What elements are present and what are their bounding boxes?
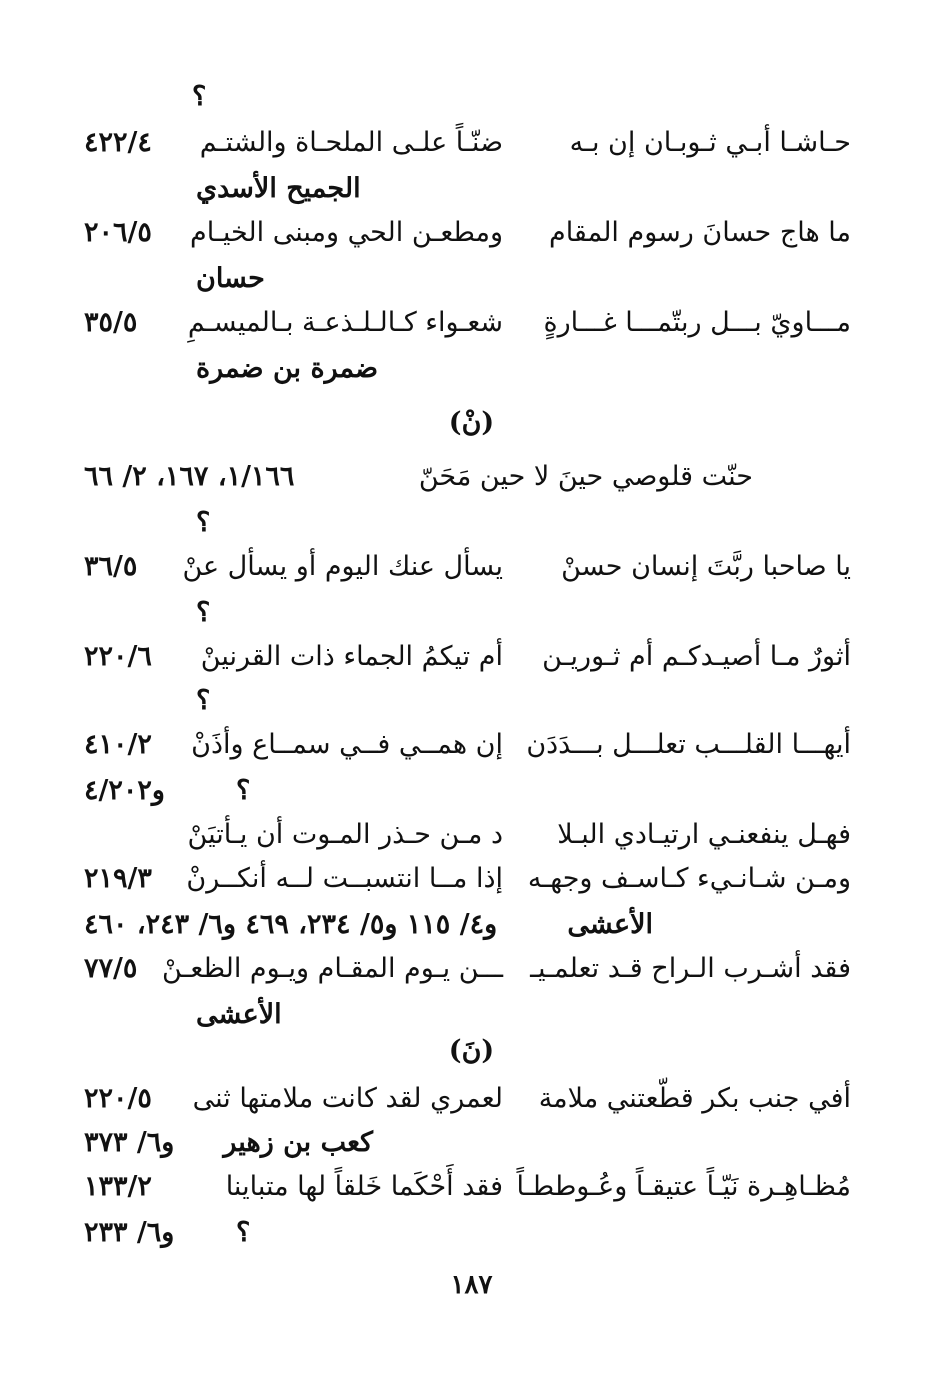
verse-hemistich-second: أم تيكمُ الجماء ذات القرنينْ [200,641,503,672]
verse-hemistich-second: ضنّـاً علـى الملحـاة والشتـم [199,127,503,158]
verse-hemistich-first: أثورٌ مـا أصيـدكـم أم ثـوريـن [542,641,851,672]
verse-reference-extra: و٦/ ٢٣٣ [84,1217,175,1248]
verse-hemistich-first: فهـل ينفعنـي ارتيـادي البـلا [557,819,851,850]
poet-attribution: ؟ [196,597,211,628]
verse-hemistich-second: ومطعـن الحي ومبنى الخيـام [189,217,503,248]
verse-hemistich-first: حـاشـا أبـي ثـوبـان إن بـه [569,127,851,158]
poet-name: الجميح الأسدي [196,173,361,204]
verse-reference: ٢٢٠/٥ [84,1083,152,1114]
verse-reference-extra: و٦/ ٣٧٣ [84,1127,175,1158]
verse-reference: ٧٧/٥ [84,953,138,984]
verse-hemistich-second: ـــن يـوم المقـام ويـوم الظعـنْ [161,953,503,984]
section-heading: (نَ) [448,1035,495,1066]
verse-hemistich-first: فقد أشـرب الـراح قـد تعلمـيـ [530,953,851,984]
verse-reference: ٢١٩/٣ [84,863,152,894]
poet-name: الأعشى [567,909,653,940]
verse-reference: ٤٢٢/٤ [84,127,152,158]
verse-hemistich-second: إذا مــا انتسبــت لــه أنكــرنْ [186,863,503,894]
poet-attribution: ؟ [236,775,251,806]
verse-hemistich-first: أفي جنب بكر قطّعتني ملامة [538,1083,851,1114]
verse-hemistich-first: يا صاحبا ربَّتَ إنسان حسنْ [561,551,851,582]
verse-hemistich-second: شعـواء كـالـلـذعـة بـالميسـمِ [187,307,503,338]
verse-reference: ٣٥/٥ [84,307,138,338]
verse-reference: ١/١٦٦، ١٦٧، ٢/ ٦٦ [84,461,295,492]
verse-reference-extra: و٤/٢٠٢ [84,775,165,806]
verse-line: حنّت قلوصي حينَ لا حين مَحَنّ [418,461,753,492]
verse-hemistich-second: فقد أَحْكَما خَلقاً لها متباينا [225,1171,503,1202]
verse-hemistich-second: د مـن حـذر المـوت أن يـأتيَنْ [187,819,503,850]
poet-attribution: ؟ [192,81,207,112]
verse-hemistich-second: يسأل عنك اليوم أو يسأل عنْ [182,551,503,582]
poet-name: ضمرة بن ضمرة [196,353,379,384]
verse-hemistich-first: ومـن شـانـيء كـاسـف وجهـه [527,863,851,894]
verse-reference: ١٣٣/٢ [84,1171,152,1202]
verse-reference: ٤١٠/٢ [84,729,152,760]
verse-hemistich-first: أيهـــا القلـــب تعلـــل بـــدَدَن [526,729,851,760]
verse-hemistich-second: لعمري لقد كانت ملامتها ثنى [192,1083,503,1114]
section-heading: (نْ) [448,407,495,438]
verse-reference: ٣٦/٥ [84,551,138,582]
page-number: ١٨٧ [450,1270,493,1300]
verse-hemistich-first: مـــاويّ بـــل ربتّمـــا غـــارةٍ [543,307,851,338]
poet-attribution: ؟ [196,685,211,716]
verse-reference: ٢٠٦/٥ [84,217,152,248]
poet-name: حسان [196,263,265,294]
verse-hemistich-first: ما هاج حسانَ رسوم المقام [548,217,851,248]
poet-attribution: ؟ [196,507,211,538]
poet-name: كعب بن زهير [223,1127,373,1158]
verse-hemistich-second: إن همــي فــي سمــاع وأذَنْ [191,729,503,760]
verse-reference: ٢٢٠/٦ [84,641,152,672]
verse-hemistich-first: مُظـاهِـرة نَيّـاً عتيقـاً وعُـوططـاً [516,1171,851,1202]
verse-reference-extra: و٤/ ١١٥ و٥/ ٢٣٤، ٤٦٩ و٦/ ٢٤٣، ٤٦٠ [84,909,498,940]
poet-name: الأعشى [196,999,282,1030]
poet-attribution: ؟ [236,1217,251,1248]
